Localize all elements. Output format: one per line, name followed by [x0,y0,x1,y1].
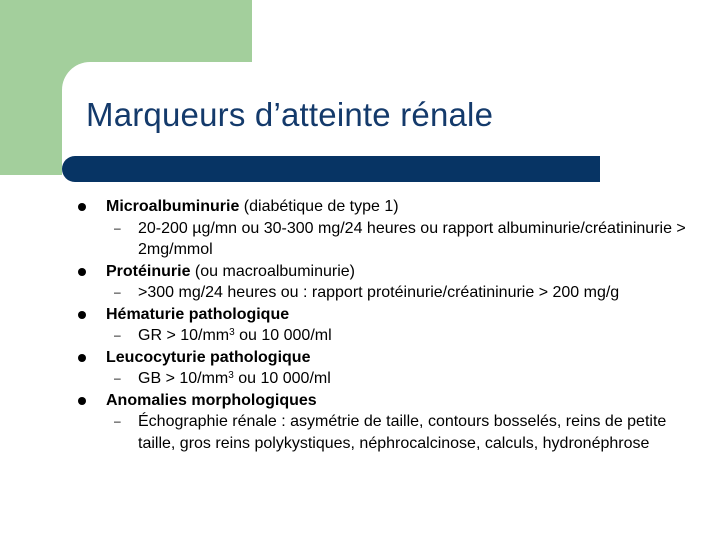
decorative-green-strip [0,0,62,175]
sub-item-text: GB > 10/mm [138,370,229,387]
item-heading: Microalbuminurie [106,198,240,215]
item-heading: Hématurie pathologique [106,305,290,323]
sub-item-text: 20-200 µg/mn ou 30-300 mg/24 heures ou rapport albuminurie/créatininurie > 2mg/mmol [138,219,686,258]
dash-icon: – [114,220,121,235]
bullet-list [78,196,698,454]
list-item-microalbuminurie [78,196,698,218]
dash-icon: – [114,414,121,428]
sub-item-text-cont: ou 10 000/ml [233,370,331,387]
sub-item-text: >300 mg/24 heures ou : rapport protéinurie/créatininurie > 200 mg/g [138,284,620,301]
sub-item [78,282,698,304]
bullet-icon [78,268,86,276]
sub-item-text: Échographie rénale : asymétrie de taille, contours bosselés, reins de petite taille, gros reins polykystiques, néphrocalcinose, calculs, hydronéphrose [138,413,667,452]
item-heading: Leucocyturie pathologique [106,348,311,366]
sub-item-text-cont: ou 10 000/ml [234,327,332,344]
bullet-icon [78,397,86,405]
superscript: 3 [229,327,235,338]
title-underline-bar [62,156,600,182]
list-item-proteinurie [78,261,698,283]
list-item-leucocyturie [78,347,698,369]
bullet-icon [78,311,86,319]
item-heading: Anomalies morphologiques [106,391,317,409]
bullet-icon [78,354,86,362]
slide-title: Marqueurs d’atteinte rénale [86,96,494,133]
dash-icon: – [114,285,121,299]
sub-item [78,325,698,347]
sub-item-text: GR > 10/mm [138,327,230,344]
item-detail: (diabétique de type 1) [239,198,399,215]
dash-icon: – [114,371,121,385]
list-item-anomalies [78,390,698,412]
list-item-hematurie [78,304,698,326]
item-detail: (ou macroalbuminurie) [190,262,355,280]
sub-item [78,368,698,390]
dash-icon: – [114,328,121,342]
sub-item [78,411,698,454]
bullet-icon [78,203,86,211]
sub-item [78,218,698,261]
item-heading: Protéinurie [106,262,191,280]
superscript: 3 [228,370,234,381]
